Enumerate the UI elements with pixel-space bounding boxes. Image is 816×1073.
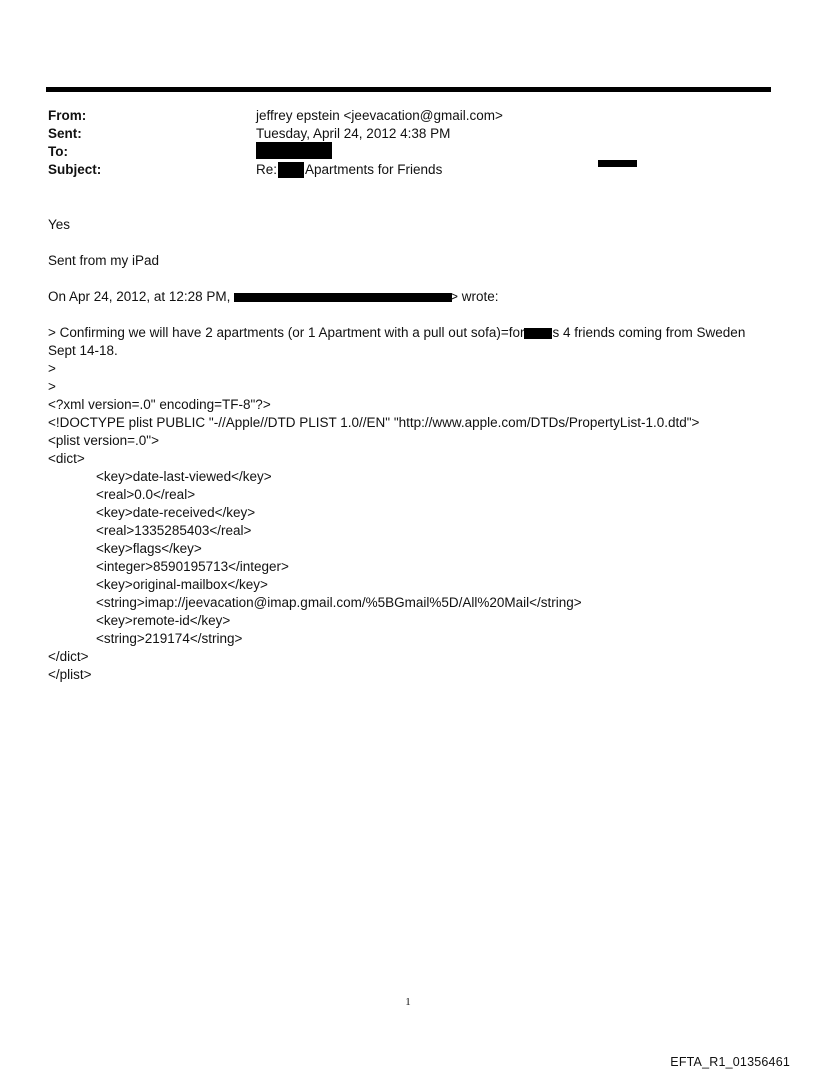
from-label: From: bbox=[48, 108, 87, 123]
dict-line: <key>flags</key> bbox=[96, 541, 202, 556]
xml-line: <!DOCTYPE plist PUBLIC "-//Apple//DTD PLIST 1.0//EN" "http://www.apple.com/DTDs/PropertyList-1.0.dtd"> bbox=[48, 415, 700, 430]
quote-line-2: Sept 14-18. bbox=[48, 343, 118, 358]
header-rule bbox=[46, 87, 771, 92]
quote-line-3: > bbox=[48, 361, 56, 376]
xml-block bbox=[48, 396, 768, 684]
dict-line: <string>219174</string> bbox=[96, 631, 243, 646]
dict-line: <string>imap://jeevacation@imap.gmail.com/%5BGmail%5D/All%20Mail</string> bbox=[96, 595, 582, 610]
redaction-box bbox=[524, 328, 552, 339]
to-value bbox=[256, 143, 332, 161]
to-label: To: bbox=[48, 144, 68, 159]
dict-line: <integer>8590195713</integer> bbox=[96, 559, 289, 574]
quote-intro-prefix: On Apr 24, 2012, at 12:28 PM, bbox=[48, 289, 231, 304]
xml-closing-line: </plist> bbox=[48, 667, 92, 682]
quote-line-1a: > Confirming we will have 2 apartments (or 1 Apartment with a pull out sofa)=for bbox=[48, 325, 525, 340]
redaction-box bbox=[598, 160, 637, 167]
redaction-box bbox=[278, 162, 304, 178]
reply-text: Yes bbox=[48, 217, 71, 232]
quote-line-4: > bbox=[48, 379, 56, 394]
subject-prefix: Re: bbox=[256, 162, 278, 177]
xml-line: <?xml version=.0" encoding=TF-8"?> bbox=[48, 397, 271, 412]
email-header bbox=[48, 107, 768, 179]
page-number: 1 bbox=[405, 996, 411, 1008]
subject-value bbox=[256, 161, 442, 179]
subject-label: Subject: bbox=[48, 162, 102, 177]
dict-line: <key>remote-id</key> bbox=[96, 613, 231, 628]
xml-line: <plist version=.0"> bbox=[48, 433, 159, 448]
sent-row bbox=[48, 125, 768, 143]
subject-row bbox=[48, 161, 768, 179]
xml-closing-line: </dict> bbox=[48, 649, 89, 664]
quote-line-1b: s 4 friends coming from Sweden bbox=[552, 325, 746, 340]
dict-line: <real>0.0</real> bbox=[96, 487, 196, 502]
dict-line: <key>date-received</key> bbox=[96, 505, 256, 520]
xml-line: <dict> bbox=[48, 451, 85, 466]
dict-line: <key>original-mailbox</key> bbox=[96, 577, 268, 592]
from-row bbox=[48, 107, 768, 125]
sent-value: Tuesday, April 24, 2012 4:38 PM bbox=[256, 126, 451, 141]
sent-label: Sent: bbox=[48, 126, 82, 141]
subject-text: Apartments for Friends bbox=[305, 162, 443, 177]
redaction-box bbox=[256, 142, 332, 159]
from-value: jeffrey epstein <jeevacation@gmail.com> bbox=[256, 108, 503, 123]
quote-intro-suffix: > wrote: bbox=[450, 289, 499, 304]
dict-line: <key>date-last-viewed</key> bbox=[96, 469, 272, 484]
document-id: EFTA_R1_01356461 bbox=[670, 1055, 790, 1069]
quote-line-1 bbox=[48, 324, 768, 342]
signature-text: Sent from my iPad bbox=[48, 253, 160, 268]
to-row bbox=[48, 143, 768, 161]
dict-line: <real>1335285403</real> bbox=[96, 523, 252, 538]
redaction-box bbox=[234, 293, 452, 302]
quote-intro bbox=[48, 288, 768, 306]
